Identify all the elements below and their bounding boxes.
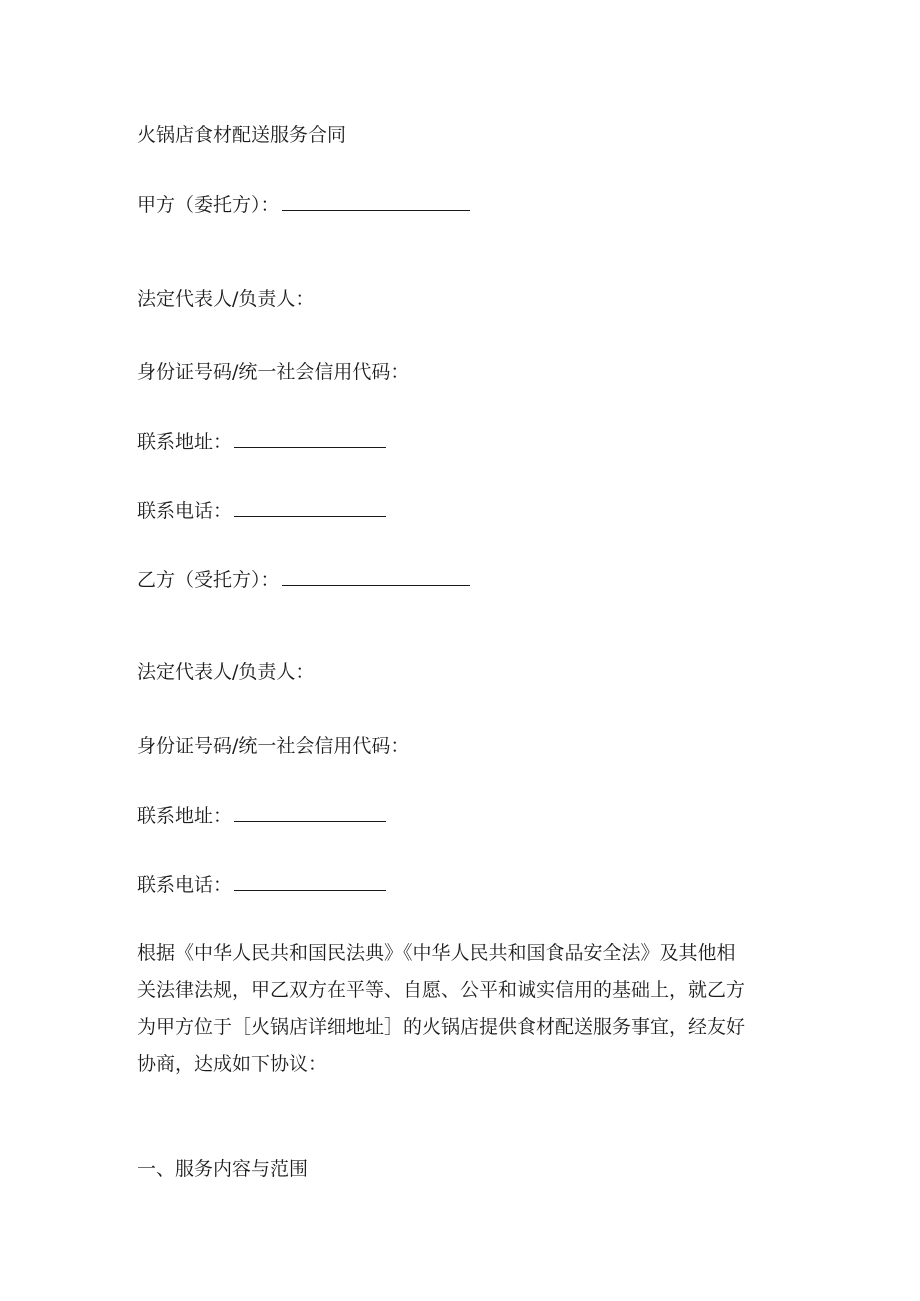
party-a-phone-label: 联系电话： — [137, 500, 233, 522]
party-a-label: 甲方（委托方）： — [137, 194, 280, 216]
party-a-address-label: 联系地址： — [137, 431, 233, 453]
party-b-line — [137, 567, 470, 592]
party-a-representative: 法定代表人/负责人： — [137, 288, 315, 310]
party-b-address-blank — [234, 803, 386, 822]
party-b-phone-label: 联系电话： — [137, 874, 233, 896]
party-b-address-line — [137, 803, 386, 828]
party-a-phone-line — [137, 498, 386, 523]
preamble-paragraph — [137, 935, 787, 1083]
party-a-id-code: 身份证号码/统一社会信用代码： — [137, 361, 410, 383]
party-b-label: 乙方（受托方）： — [137, 569, 280, 591]
party-b-representative: 法定代表人/负责人： — [137, 661, 315, 683]
preamble-line: 关法律法规，甲乙双方在平等、自愿、公平和诚实信用的基础上，就乙方 — [137, 979, 746, 1001]
party-a-address-line — [137, 429, 386, 454]
party-b-blank — [282, 567, 470, 586]
preamble-line: 为甲方位于［火锅店详细地址］的火锅店提供食材配送服务事宜，经友好 — [137, 1016, 746, 1038]
party-b-id-code: 身份证号码/统一社会信用代码： — [137, 735, 410, 757]
preamble-line: 根据《中华人民共和国民法典》《中华人民共和国食品安全法》及其他相 — [137, 942, 736, 964]
preamble-line: 协商，达成如下协议： — [137, 1053, 328, 1075]
party-a-phone-blank — [234, 498, 386, 517]
party-b-address-label: 联系地址： — [137, 805, 233, 827]
party-a-address-blank — [234, 429, 386, 448]
party-a-line — [137, 192, 470, 217]
contract-title: 火锅店食材配送服务合同 — [137, 124, 347, 146]
party-b-phone-blank — [234, 872, 386, 891]
section-heading: 一、服务内容与范围 — [137, 1158, 309, 1180]
party-b-phone-line — [137, 872, 386, 897]
party-a-blank — [282, 192, 470, 211]
